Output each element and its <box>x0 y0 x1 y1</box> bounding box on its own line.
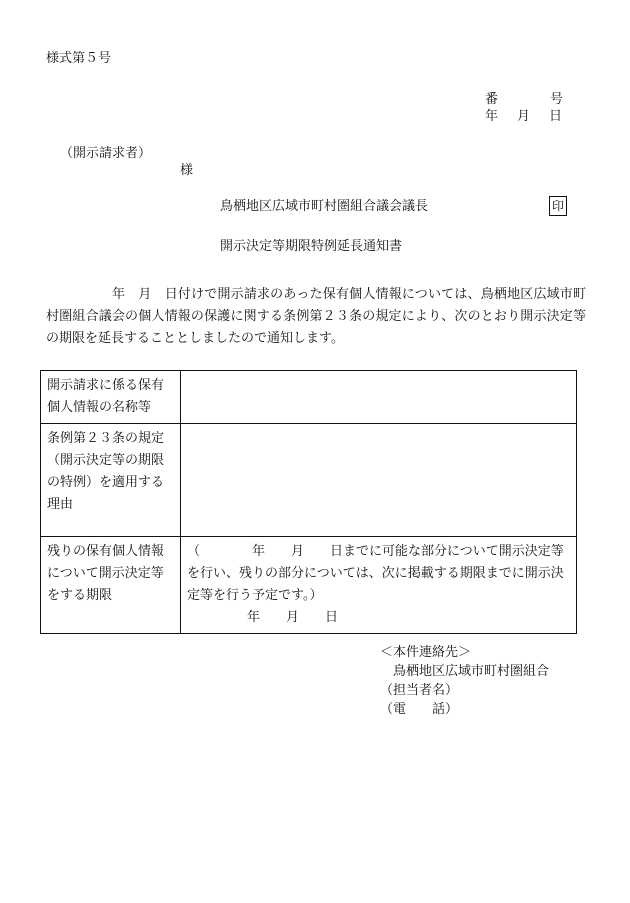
deadline-date: 年 月 日 <box>247 610 339 625</box>
date-month: 月 <box>517 109 531 124</box>
issuer-chair: 鳥栖地区広域市町村圏組合議会議長 <box>220 199 429 214</box>
table-row <box>41 537 577 634</box>
table-row <box>41 424 577 537</box>
contact-person: （担当者名） <box>380 683 459 698</box>
seal-stamp: 印 <box>549 196 567 216</box>
document-title: 開示決定等期限特例延長通知書 <box>220 239 403 254</box>
honorific-sama: 様 <box>180 163 194 178</box>
row-value-info-name <box>181 371 577 424</box>
contact-block <box>380 643 549 719</box>
date-day: 日 <box>549 109 563 124</box>
notice-table <box>40 370 577 634</box>
form-number: 様式第５号 <box>46 51 112 66</box>
row-label-reason: 条例第２３条の規定（開示決定等の期限の特例）を適用する理由 <box>41 424 181 537</box>
row-value-reason <box>181 424 577 537</box>
reference-go: 号 <box>550 92 564 107</box>
row-value-deadline <box>181 537 577 634</box>
date-year: 年 <box>485 109 499 124</box>
notice-body: 年 月 日付けで開示請求のあった保有個人情報については、鳥栖地区広域市町村圏組合議会の個人情報の保護に関する条例第２３条の規定により、次のとおり開示決定等の期限を延長することとしましたので通知します。 <box>46 287 586 346</box>
row-label-deadline: 残りの保有個人情報について開示決定等をする期限 <box>41 537 181 634</box>
reference-ban: 番 <box>485 92 499 107</box>
row-label-info-name: 開示請求に係る保有個人情報の名称等 <box>41 371 181 424</box>
contact-organization: 鳥栖地区広域市町村圏組合 <box>393 664 550 679</box>
requester-label: （開示請求者） <box>60 146 152 161</box>
deadline-note: （ 年 月 日までに可能な部分について開示決定等を行い、残りの部分については、次に掲載する期限までに開示決定等を行う予定です。） <box>187 544 564 603</box>
table-row <box>41 371 577 424</box>
contact-phone: （電 話） <box>380 702 459 717</box>
contact-heading: ＜本件連絡先＞ <box>380 645 472 660</box>
